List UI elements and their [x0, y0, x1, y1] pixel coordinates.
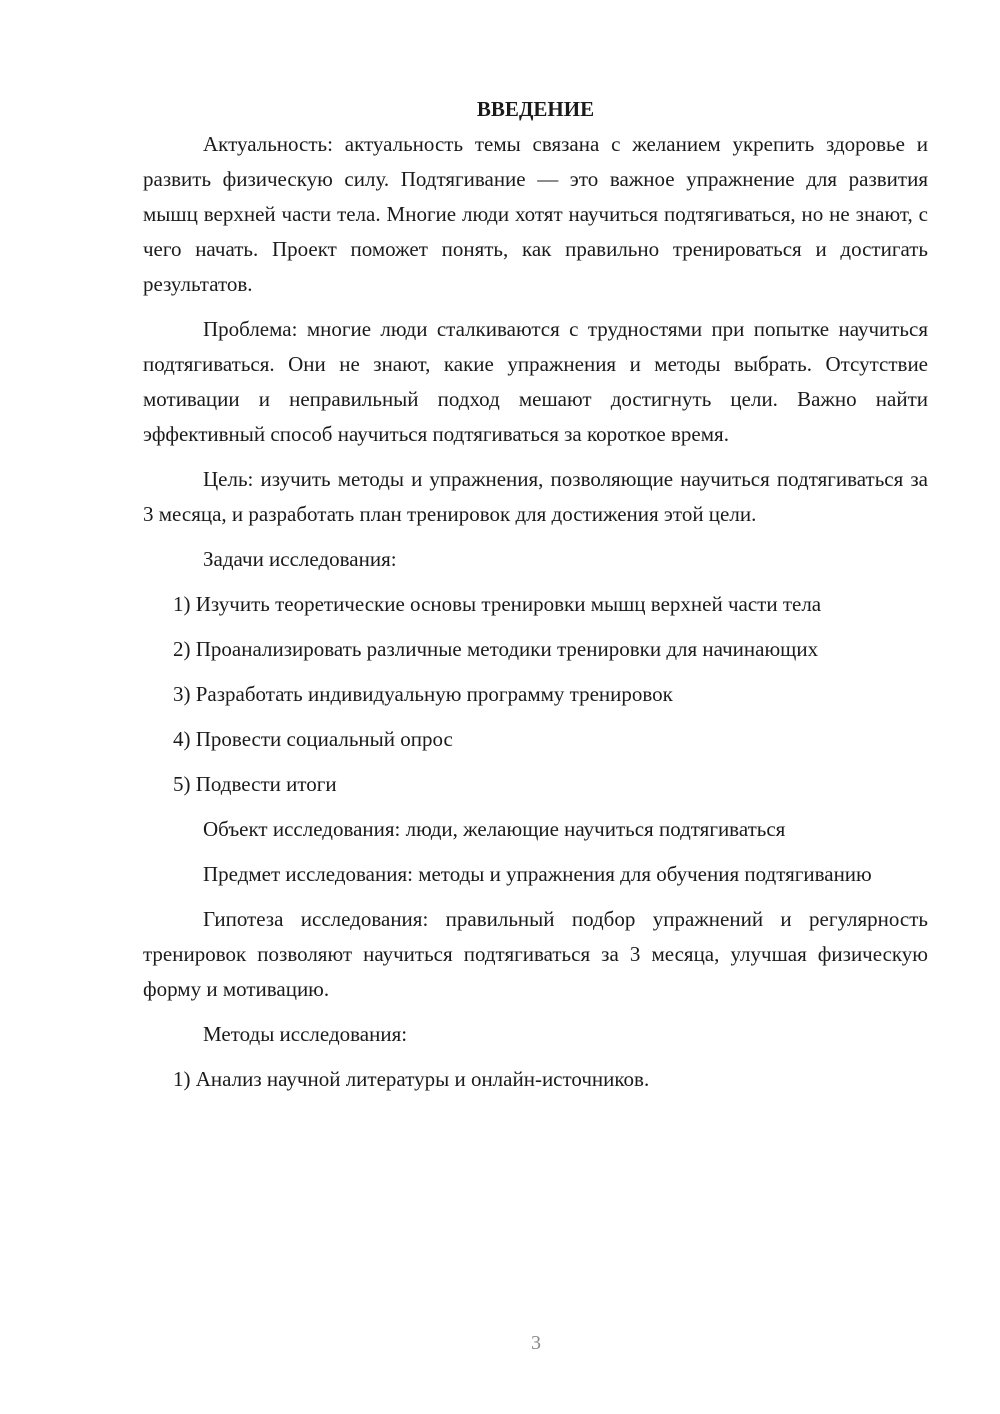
- document-page: [143, 92, 928, 1107]
- object-paragraph: Объект исследования: люди, желающие научиться подтягиваться: [203, 817, 786, 841]
- task-item: 1) Изучить теоретические основы тренировки мышц верхней части тела: [173, 592, 822, 616]
- method-item: 1) Анализ научной литературы и онлайн-источников.: [173, 1067, 650, 1091]
- methods-heading: Методы исследования:: [203, 1022, 408, 1046]
- page-number: 3: [531, 1332, 541, 1354]
- task-item: 4) Провести социальный опрос: [173, 727, 453, 751]
- hypothesis-paragraph: Гипотеза исследования: правильный подбор упражнений и регулярность тренировок позволяют научиться подтягиваться за 3 месяца, улучшая физическую форму и мотивацию.: [143, 907, 928, 1001]
- task-item: 3) Разработать индивидуальную программу тренировок: [173, 682, 673, 706]
- problem-paragraph: Проблема: многие люди сталкиваются с трудностями при попытке научиться подтягиваться. Они не знают, какие упражнения и методы выбрать. Отсутствие мотивации и неправильный подход мешают достигнуть цели. Важно найти эффективный способ научиться подтягиваться за короткое время.: [143, 317, 928, 446]
- task-item: 2) Проанализировать различные методики тренировки для начинающих: [173, 637, 819, 661]
- task-item: 5) Подвести итоги: [173, 772, 337, 796]
- subject-paragraph: Предмет исследования: методы и упражнения для обучения подтягиванию: [203, 862, 872, 886]
- relevance-paragraph: Актуальность: актуальность темы связана с желанием укрепить здоровье и развить физическую силу. Подтягивание — это важное упражнение для развития мышц верхней части тела. Многие люди хотят научиться подтягиваться, но не знают, с чего начать. Проект поможет понять, как правильно тренироваться и достигать результатов.: [143, 132, 928, 296]
- section-title: ВВЕДЕНИЕ: [476, 97, 595, 121]
- tasks-heading: Задачи исследования:: [203, 547, 397, 571]
- goal-paragraph: Цель: изучить методы и упражнения, позволяющие научиться подтягиваться за 3 месяца, и разработать план тренировок для достижения этой цели.: [143, 467, 928, 526]
